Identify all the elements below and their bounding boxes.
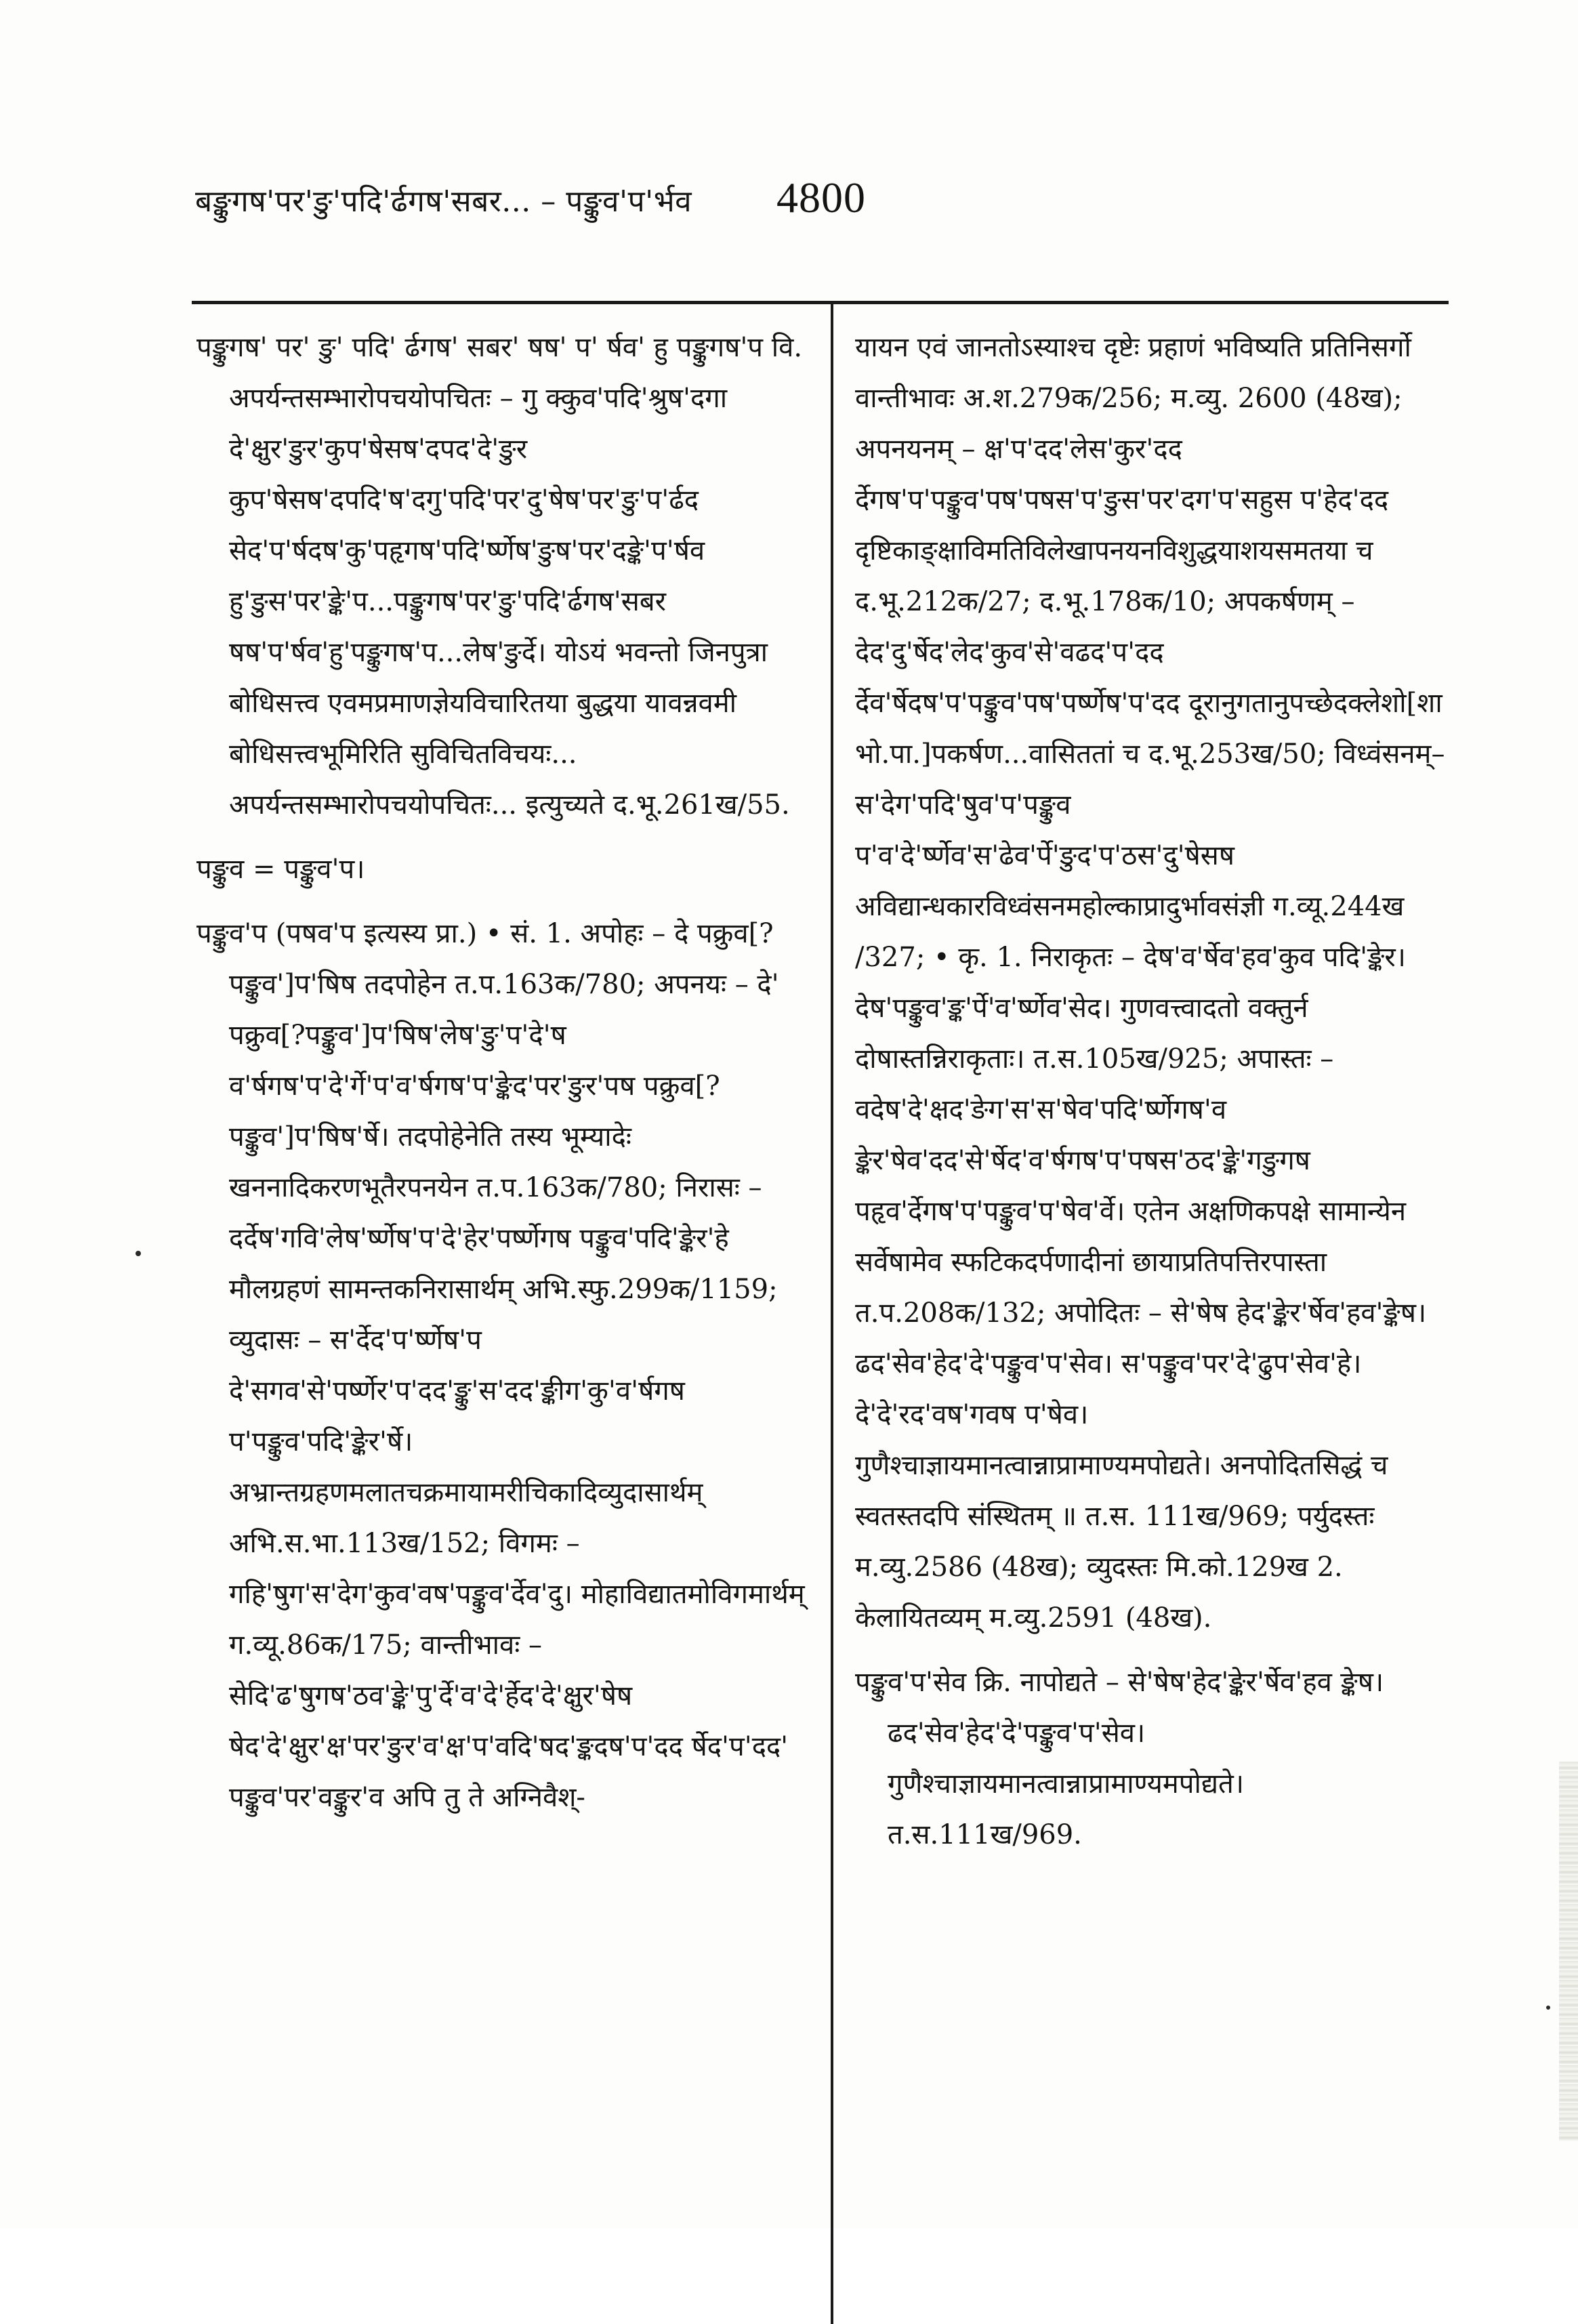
left-column	[196, 323, 810, 1823]
running-head-text: बङ्कुगष'पर'ङु'पदि'र्ढगष'सबर... – पङ्कुव'प'र्भव	[195, 184, 692, 219]
right-column	[855, 323, 1446, 1861]
column-divider	[831, 304, 833, 2324]
entry-gap	[196, 895, 810, 909]
dictionary-entry: पङ्कुव'प (पषव'प इत्यस्य प्रा.) • सं. 1. अपोहः – दे पक्रुव[?पङ्कुव']प'षिष तदपोहेन त.प.163क/780; अपनयः – दे' पक्रुव[?पङ्कुव']प'षिष'लेष'ङु'प'दे'ष व'र्षगष'प'दे'र्गे'प'व'र्षगष'प'ङ्केद'पर'ङुर'पष पक्रुव[?पङ्कुव']प'षिष'र्षे। तदपोहेनेति तस्य भूम्यादेः खननादिकरणभूतैरपनयेन त.प.163क/780; निरासः – दर्देष'गवि'लेष'र्ष्णेष'प'दे'हेर'पर्ष्णेगष पङ्कुव'पदि'ङ्केर'हे मौलग्रहणं सामन्तकनिरासार्थम् अभि.स्फु.299क/1159; व्युदासः – स'र्देद'प'र्ष्णेष'प दे'सगव'से'पर्ष्णेर'प'दद'ङ्कु'स'दद'ङ्कीग'कु'व'र्षगष प'पङ्कुव'पदि'ङ्केर'र्षे। अभ्रान्तग्रहणमलातचक्रमायामरीचिकादिव्युदासार्थम् अभि.स.भा.113ख/152; विगमः – गहि'षुग'स'देग'कुव'वष'पङ्कुव'र्देव'दु। मोहाविद्यातमोविगमार्थम् ग.व्यू.86क/175; वान्तीभावः – सेदि'ढ'षुगष'ठव'ङ्के'पु'र्दे'व'दे'र्हेद'दे'क्षुर'षेष षेद'दे'क्षुर'क्ष'पर'ङुर'व'क्ष'प'वदि'षद'ङ्कदष'प'दद र्षेद'प'दद' पङ्कुव'पर'वङ्कुर'व अपि तु ते अग्निवैश्-	[196, 918, 805, 1813]
entry-gap	[196, 831, 810, 844]
entry-gap	[855, 1644, 1446, 1657]
dictionary-entry-continued: यायन एवं जानतोऽस्याश्च दृष्टेः प्रहाणं भविष्यति प्रतिनिसर्गो वान्तीभावः अ.श.279क/256; म.व्यु. 2600 (48ख); अपनयनम् – क्ष'प'दद'लेस'कुर'दद र्देगष'प'पङ्कुव'पष'पषस'प'ङुस'पर'दग'प'सहुस प'हेद'दद दृष्टिकाङ्क्षाविमतिविलेखापनयनविशुद्धयाशयसमतया च द.भू.212क/27; द.भू.178क/10; अपकर्षणम् – देद'दु'र्षेद'लेद'कुव'से'वढद'प'दद र्देव'र्षेदष'प'पङ्कुव'पष'पर्ष्णेष'प'दद दूरानुगतानुपच्छेदक्लेशो[शा भो.पा.]पकर्षण...वासिततां च द.भू.253ख/50; विध्वंसनम्– स'देग'पदि'षुव'प'पङ्कुव प'व'दे'र्ष्णेव'स'ढेव'र्पे'ङुद'प'ठस'दु'षेसष अविद्यान्धकारविध्वंसनमहोल्काप्रादुर्भावसंज्ञी ग.व्यू.244ख /327; • कृ. 1. निराकृतः – देष'व'र्षेव'हव'कुव पदि'ङ्केर। देष'पङ्कुव'ङ्क'र्पे'व'र्ष्णेव'सेद। गुणवत्त्वादतो वक्तुर्न दोषास्तन्निराकृताः। त.स.105ख/925; अपास्तः – वदेष'दे'क्षद'ङेग'स'स'षेव'पदि'र्ष्णेगष'व ङ्केर'षेव'दद'से'र्षेद'व'र्षगष'प'पषस'ठद'ङ्के'गङुगष पहृव'र्देगष'प'पङ्कुव'प'षेव'र्वे। एतेन अक्षणिकपक्षे सामान्येन सर्वेषामेव स्फटिकदर्पणादीनां छायाप्रतिपत्तिरपास्ता त.प.208क/132; अपोदितः – से'षेष हेद'ङ्केर'र्षेव'हव'ङ्केष। ढद'सेव'हेद'दे'पङ्कुव'प'सेव। स'पङ्कुव'पर'दे'ढुप'सेव'हे। दे'दे'रद'वष'गवष प'षेव। गुणैश्चाज्ञायमानत्वान्नाप्रामाण्यमपोद्यते। अनपोदितसिद्धं च स्वतस्तदपि संस्थितम् ॥ त.स. 111ख/969; पर्युदस्तः म.व्यु.2586 (48ख); व्युदस्तः मि.को.129ख 2. केलायितव्यम् म.व्यु.2591 (48ख).	[855, 332, 1445, 1634]
header-rule	[192, 301, 1449, 304]
dictionary-entry-crossref: पङ्कुव = पङ्कुव'प।	[196, 854, 365, 885]
running-head	[195, 173, 873, 222]
scan-edge-noise	[1559, 1762, 1578, 2141]
dictionary-entry: पङ्कुगष' पर' ङु' पदि' र्ढगष' सबर' षष' प' र्षव' हु पङ्कुगष'प वि. अपर्यन्तसम्भारोपचयोपचितः – गु क्कुव'पदि'श्रुष'दगा दे'क्षुर'ङुर'कुप'षेसष'दपद'दे'ङुर कुप'षेसष'दपदि'ष'दगु'पदि'पर'दु'षेष'पर'ङु'प'र्ढद सेद'प'र्षदष'कु'पहृगष'पदि'र्ष्णेष'ङुष'पर'दङ्के'प'र्षव हु'ङुस'पर'ङ्के'प...पङ्कुगष'पर'ङु'पदि'र्ढगष'सबर षष'प'र्षव'हु'पङ्कुगष'प...लेष'ङुर्दे। योऽयं भवन्तो जिनपुत्रा बोधिसत्त्व एवमप्रमाणज्ञेयविचारितया बुद्धया यावन्नवमी बोधिसत्त्वभूमिरिति सुविचितविचयः... अपर्यन्तसम्भारोपचयोपचितः... इत्युच्यते द.भू.261ख/55.	[196, 332, 803, 821]
page-number: 4800	[776, 173, 866, 222]
scan-speck	[1546, 2006, 1550, 2010]
scan-speck	[136, 1251, 141, 1256]
dictionary-entry: पङ्कुव'प'सेव क्रि. नापोद्यते – से'षेष'हेद'ङ्केर'र्षेव'हव ङ्केष। ढद'सेव'हेद'दे'पङ्कुव'प'सेव। गुणैश्चाज्ञायमानत्वान्नाप्रामाण्यमपोद्यते। त.स.111ख/969.	[855, 1667, 1384, 1850]
